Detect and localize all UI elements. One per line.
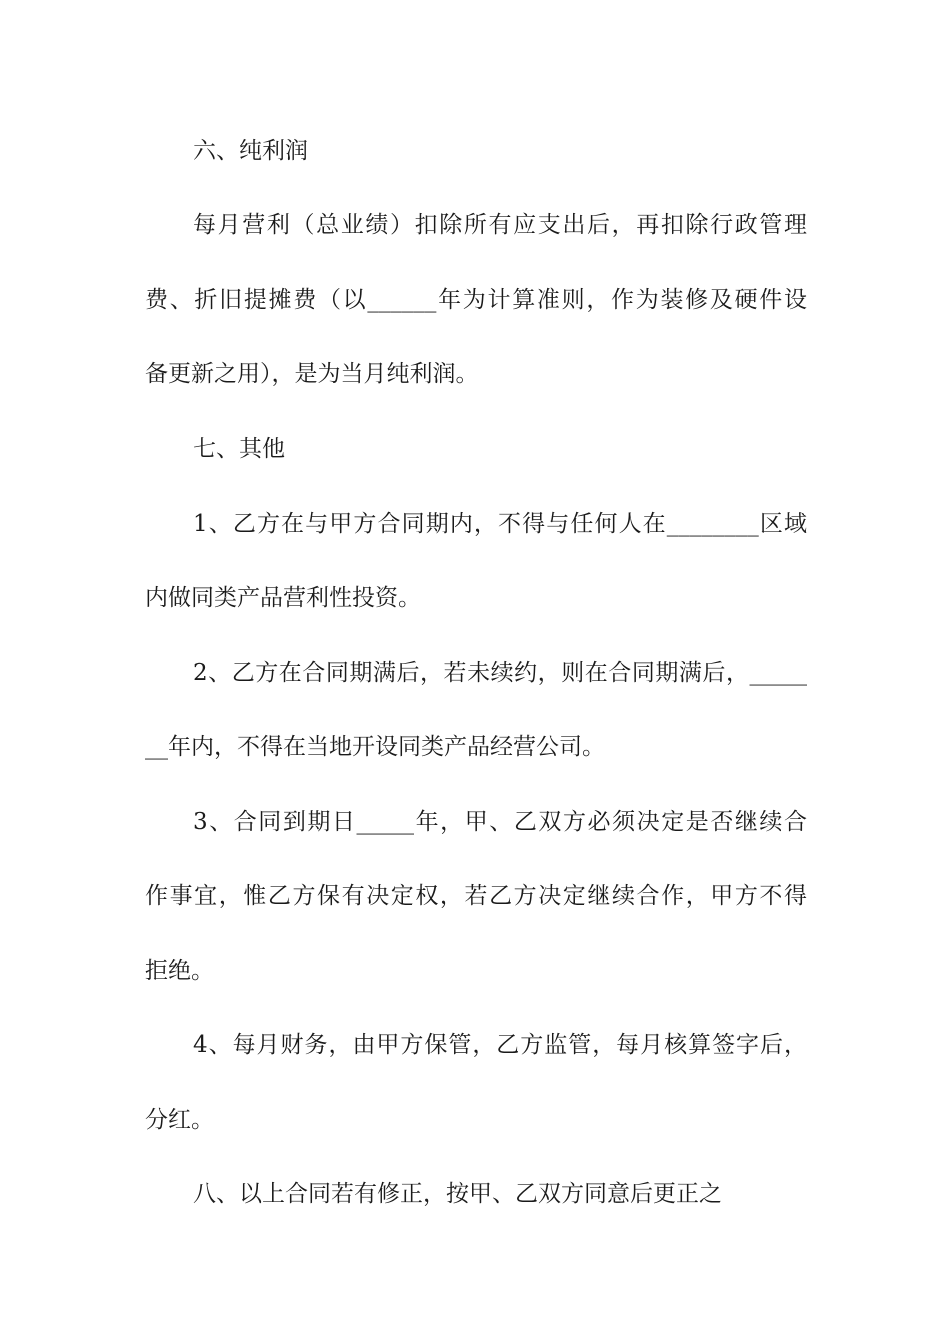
paragraph-line: 2、乙方在合同期满后，若未续约，则在合同期满后，_____ — [193, 660, 807, 686]
paragraph-line: 每月营利（总业绩）扣除所有应支出后，再扣除行政管理 — [193, 212, 807, 238]
paragraph-line: __年内，不得在当地开设同类产品经营公司。 — [145, 734, 605, 760]
paragraph-line: 费、折旧提摊费（以______年为计算准则，作为装修及硬件设 — [145, 287, 807, 313]
paragraph-line: 作事宜，惟乙方保有决定权，若乙方决定继续合作，甲方不得 — [145, 883, 807, 909]
paragraph-line: 4、每月财务，由甲方保管，乙方监管，每月核算签字后， — [193, 1032, 807, 1058]
paragraph-line: 分红。 — [145, 1107, 214, 1133]
paragraph-line: 拒绝。 — [145, 958, 214, 984]
paragraph-line: 1、乙方在与甲方合同期内，不得与任何人在________区域 — [193, 511, 807, 537]
paragraph-line: 内做同类产品营利性投资。 — [145, 585, 421, 611]
paragraph-line: 备更新之用），是为当月纯利润。 — [145, 361, 479, 387]
paragraph-line: 3、合同到期日_____年，甲、乙双方必须决定是否继续合 — [193, 809, 807, 835]
section-heading-other: 七、其他 — [193, 436, 285, 462]
section-heading-amendment: 八、以上合同若有修正，按甲、乙双方同意后更正之 — [193, 1181, 722, 1207]
section-heading-net-profit: 六、纯利润 — [193, 138, 308, 164]
